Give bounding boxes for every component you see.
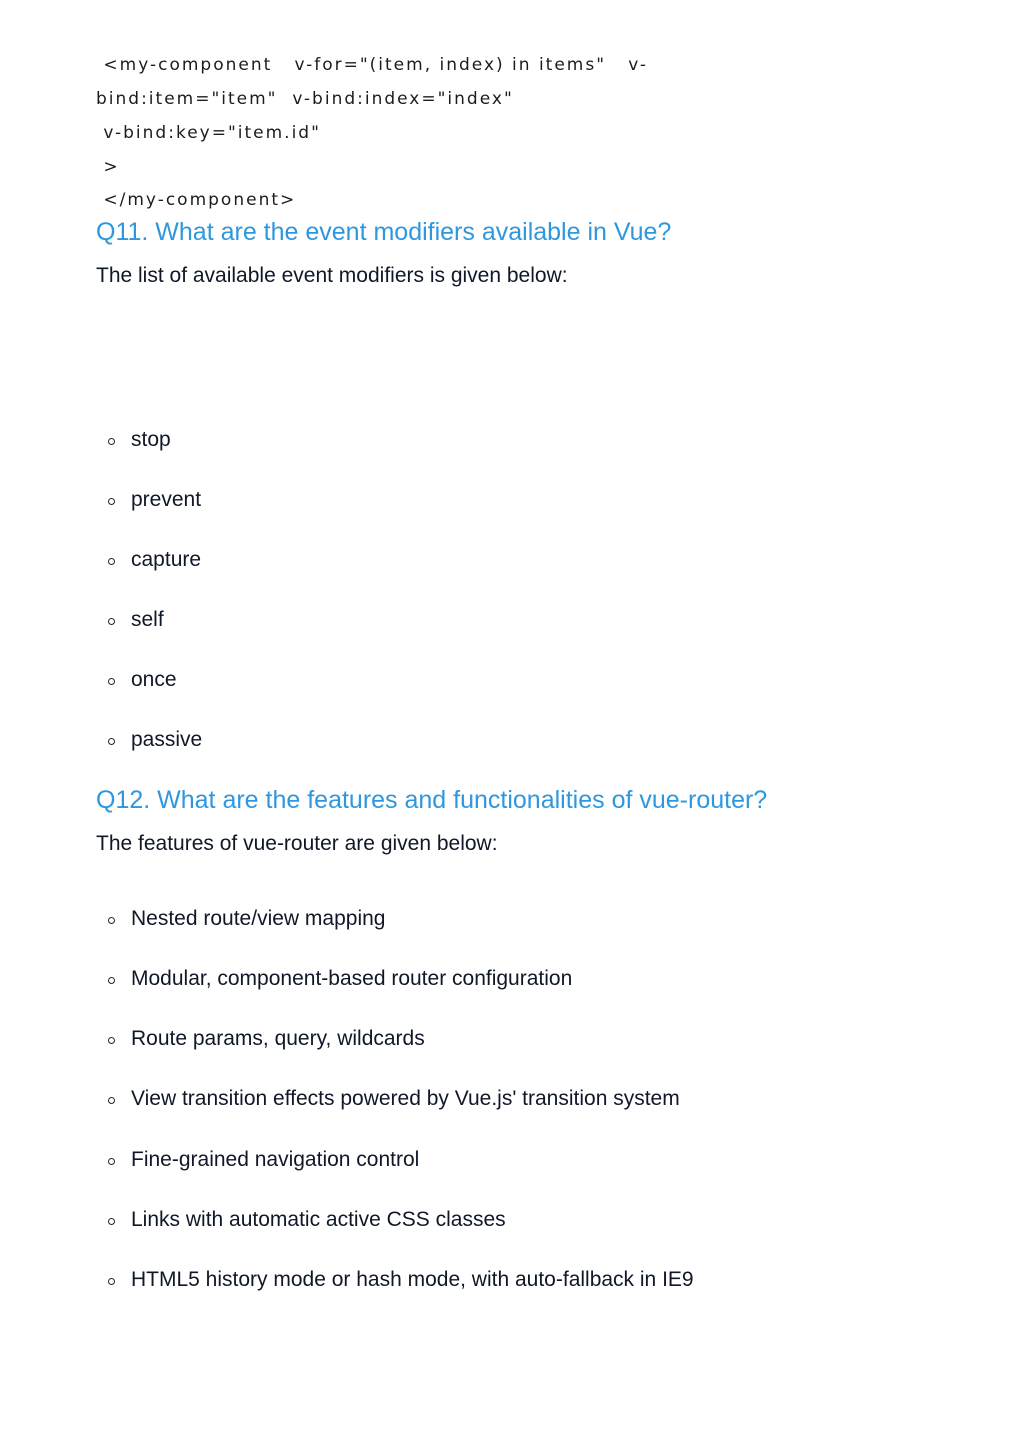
hollow-bullet-icon: [108, 558, 115, 565]
q12-heading: Q12. What are the features and functionalities of vue-router?: [96, 786, 768, 814]
hollow-bullet-icon: [108, 1278, 115, 1285]
list-item: [0, 667, 900, 697]
code-line: bind:item="item" v-bind:index="index": [96, 89, 514, 109]
hollow-bullet-icon: [108, 1097, 115, 1104]
hollow-bullet-icon: [108, 438, 115, 445]
q11-heading: Q11. What are the event modifiers available in Vue?: [96, 218, 672, 246]
list-item: [0, 1267, 900, 1297]
hollow-bullet-icon: [108, 1218, 115, 1225]
list-item: [0, 1147, 900, 1177]
list-item-text: once: [131, 668, 177, 691]
hollow-bullet-icon: [108, 917, 115, 924]
list-item-text: HTML5 history mode or hash mode, with auto-fallback in IE9: [131, 1268, 694, 1291]
list-item: [0, 607, 900, 637]
list-item-text: prevent: [131, 488, 202, 511]
list-item: [0, 1207, 900, 1237]
list-item-text: stop: [131, 428, 171, 451]
hollow-bullet-icon: [108, 738, 115, 745]
list-item-text: View transition effects powered by Vue.js' transition system: [131, 1087, 680, 1110]
list-item-text: Nested route/view mapping: [131, 907, 386, 930]
list-item: [0, 547, 900, 577]
hollow-bullet-icon: [108, 977, 115, 984]
list-item: [0, 1086, 900, 1116]
list-item: [0, 966, 900, 996]
list-item-text: Links with automatic active CSS classes: [131, 1208, 506, 1231]
list-item: [0, 727, 900, 757]
hollow-bullet-icon: [108, 618, 115, 625]
list-item: [0, 427, 900, 457]
code-line: >: [96, 157, 120, 177]
list-item-text: Route params, query, wildcards: [131, 1027, 425, 1050]
code-line: <my-component v-for="(item, index) in items" v-: [96, 55, 648, 75]
list-item-text: Fine-grained navigation control: [131, 1148, 420, 1171]
hollow-bullet-icon: [108, 498, 115, 505]
list-item: [0, 487, 900, 517]
q12-intro: The features of vue-router are given below:: [96, 832, 498, 855]
code-line: v-bind:key="item.id": [96, 123, 321, 143]
list-item-text: Modular, component-based router configuration: [131, 967, 573, 990]
q11-intro: The list of available event modifiers is given below:: [96, 264, 568, 287]
list-item-text: capture: [131, 548, 202, 571]
code-line: </my-component>: [96, 190, 297, 210]
hollow-bullet-icon: [108, 1158, 115, 1165]
hollow-bullet-icon: [108, 678, 115, 685]
list-item-text: self: [131, 608, 164, 631]
list-item: [0, 906, 900, 936]
list-item-text: passive: [131, 728, 203, 751]
hollow-bullet-icon: [108, 1037, 115, 1044]
list-item: [0, 1026, 900, 1056]
